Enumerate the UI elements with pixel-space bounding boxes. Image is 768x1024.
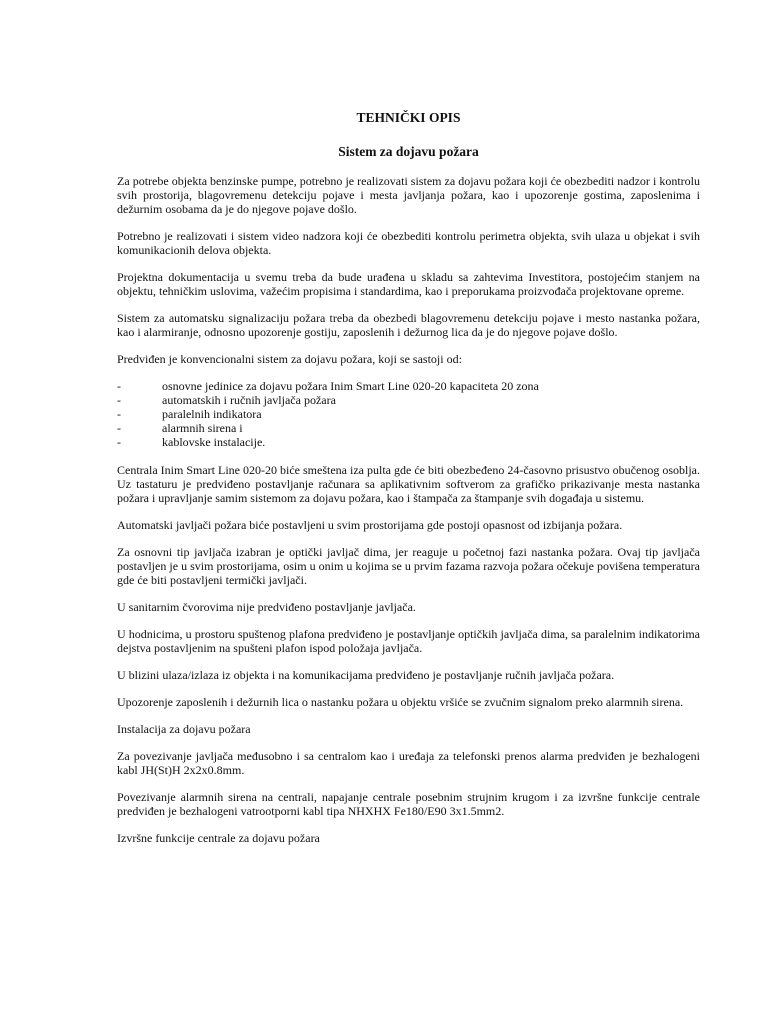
- paragraph-alarm-sirens: Upozorenje zaposlenih i dežurnih lica o nastanku požara u objektu vršiće se zvučnim signalom preko alarmnih sirena.: [117, 695, 684, 709]
- paragraph-project-documentation: Projektna dokumentacija u svemu treba da bude urađena u skladu sa zahtevima Investitora, postojećim stanjem na objektu, tehničkim uslovima, važećim propisima i standardima, kao i preporukama proizvođača projektovane opreme.: [117, 270, 700, 298]
- list-item-text: alarmnih sirena i: [162, 421, 243, 435]
- paragraph-system-components-intro: Predviđen je konvencionalni sistem za dojavu požara, koji se sastoji od:: [117, 352, 462, 366]
- document-subtitle: Sistem za dojavu požara: [338, 144, 479, 159]
- list-dash: -: [117, 379, 121, 393]
- section-heading-installation: Instalacija za dojavu požara: [117, 722, 251, 736]
- list-dash: -: [117, 393, 121, 407]
- component-list: [117, 379, 700, 449]
- paragraph-manual-call-points: U blizini ulaza/izlaza iz objekta i na komunikacijama predviđeno je postavljanje ručnih javljača požara.: [117, 668, 615, 682]
- paragraph-video-surveillance: Potrebno je realizovati i sistem video nadzora koji će obezbediti kontrolu perimetra objekta, svih ulaza u objekat i svih komunikacionih delova objekta.: [117, 229, 700, 257]
- list-item-text: automatskih i ručnih javljača požara: [162, 393, 336, 407]
- paragraph-detector-cabling: Za povezivanje javljača međusobno i sa centralom kao i uređaja za telefonski prenos alarma predviđen je bezhalogeni kabl JH(St)H 2x2x0.8mm.: [117, 749, 700, 777]
- list-item-text: osnovne jedinice za dojavu požara Inim Smart Line 020-20 kapaciteta 20 zona: [162, 379, 539, 393]
- document-title: TEHNIČKI OPIS: [356, 110, 461, 125]
- list-dash: -: [117, 435, 121, 449]
- paragraph-automatic-signaling: Sistem za automatsku signalizaciju požara treba da obezbedi blagovremenu detekciju pojave i mesto nastanka požara, kao i alarmiranje, odnosno upozorenje gostiju, zaposlenih i dežurnog lica da je do njegove pojave došlo.: [117, 311, 700, 339]
- list-item: [117, 421, 700, 435]
- paragraph-automatic-detectors: Automatski javljači požara biće postavljeni u svim prostorijama gde postoji opasnost od izbijanja požara.: [117, 518, 623, 532]
- paragraph-detector-type: Za osnovni tip javljača izabran je optički javljač dima, jer reaguje u početnoj fazi nastanka požara. Ovaj tip javljača postavljen je u svim prostorijama, osim u onim u kojima se u prvim fazama razvoja požara očekuje povišena temperatura gde će biti postavljeni termički javljači.: [117, 545, 700, 587]
- list-item: [117, 407, 700, 421]
- paragraph-central-unit: Centrala Inim Smart Line 020-20 biće smeštena iza pulta gde će biti obezbeđeno 24-časovno prisustvo obučenog osoblja. Uz tastaturu je predviđeno postavljanje računara sa aplikativnim softverom za grafičko prikazivanje mesta nastanka požara i upravljanje samim sistemom za dojavu požara, kao i štampača za štampanje svih događaja u sistemu.: [117, 463, 700, 505]
- paragraph-corridors: U hodnicima, u prostoru spuštenog plafona predviđeno je postavljanje optičkih javljača dima, sa paralelnim indikatorima dejstva postavljenim na spušteni plafon ispod položaja javljača.: [117, 627, 700, 655]
- paragraph-siren-cabling: Povezivanje alarmnih sirena na centrali, napajanje centrale posebnim strujnim krugom i za izvršne funkcije centrale predviđen je bezhalogeni vatrootporni kabl tipa NHXHX Fe180/E90 3x1.5mm2.: [117, 790, 700, 818]
- section-heading-executive-functions: Izvršne funkcije centrale za dojavu požara: [117, 831, 320, 845]
- paragraph-intro: Za potrebe objekta benzinske pumpe, potrebno je realizovati sistem za dojavu požara koji će obezbediti nadzor i kontrolu svih prostorija, blagovremenu detekciju pojave i mesta javljanja požara, kao i upozorenje gostima, zaposlenima i dežurnim osobama da je do njegove pojave došlo.: [117, 174, 700, 216]
- document-body: [117, 108, 700, 858]
- list-item-text: paralelnih indikatora: [162, 407, 262, 421]
- list-item: [117, 379, 700, 393]
- list-dash: -: [117, 421, 121, 435]
- list-item: [117, 435, 700, 449]
- list-item-text: kablovske instalacije.: [162, 435, 266, 449]
- paragraph-sanitary-rooms: U sanitarnim čvorovima nije predviđeno postavljanje javljača.: [117, 600, 416, 614]
- list-dash: -: [117, 407, 121, 421]
- list-item: [117, 393, 700, 407]
